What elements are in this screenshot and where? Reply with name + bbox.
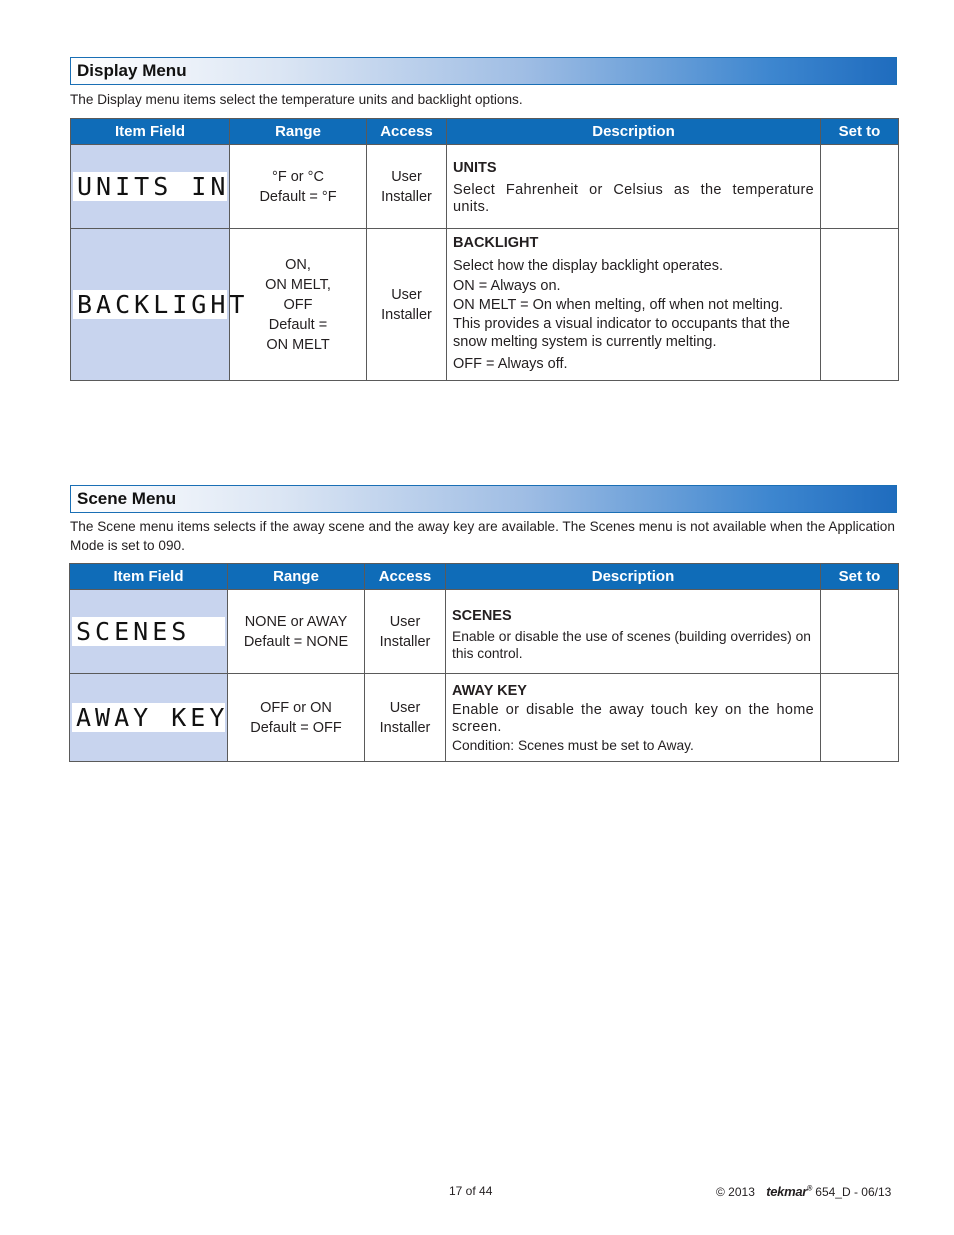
col-header-set-to: Set to [821,564,899,590]
col-header-range: Range [230,119,367,145]
description-text: ON MELT = On when melting, off when not melting. This provides a visual indicator to occupants that the snow melting system is currently melting. [453,297,790,351]
description-title: AWAY KEY [452,682,527,699]
range-line: Default = [268,316,328,333]
range-line: NONE or AWAY [244,613,348,630]
scene-menu-table [69,563,899,762]
range-line: OFF or ON [260,699,332,716]
set-to-cell [821,229,899,381]
access-line: Installer [381,306,432,323]
description-title: SCENES [452,607,512,624]
access-cell [367,229,447,381]
range-cell [230,145,367,229]
access-cell [365,674,446,762]
description-cell [447,229,821,381]
range-line: Default = OFF [250,719,342,736]
description-cell [447,145,821,229]
lcd-display-units-in: UNITS IN [73,172,227,201]
access-cell [365,590,446,674]
table-row [71,145,899,229]
col-header-access: Access [365,564,446,590]
copyright-text: © 2013 [716,1185,755,1199]
description-title: BACKLIGHT [453,235,539,252]
item-field-cell [71,145,230,229]
description-text: Condition: Scenes must be set to Away. [452,737,694,753]
col-header-item-field: Item Field [71,119,230,145]
display-menu-heading: Display Menu [70,57,897,85]
col-header-item-field: Item Field [70,564,228,590]
range-cell [230,229,367,381]
range-line: OFF [283,296,313,313]
item-field-cell [70,674,228,762]
description-text: Enable or disable the away touch key on the home screen. [452,701,814,735]
access-line: User [389,613,421,630]
access-cell [367,145,447,229]
range-line: Default = NONE [243,633,349,650]
access-line: User [391,286,422,303]
col-header-description: Description [446,564,821,590]
lcd-display-away-key: AWAY KEY [72,703,225,732]
access-line: Installer [381,188,432,205]
brand-logo [766,1184,812,1199]
table-row [70,590,899,674]
doc-number: 654_D - 06/13 [815,1185,892,1199]
description-cell [446,674,821,762]
range-line: ON MELT [266,336,330,353]
description-text: OFF = Always off. [453,355,568,372]
description-text: Select Fahrenheit or Celsius as the temperature units. [453,182,814,215]
brand-name: tekmar [766,1184,808,1199]
description-title: UNITS [453,160,497,176]
col-header-description: Description [447,119,821,145]
lcd-display-backlight: BACKLIGHT [73,290,227,319]
access-line: User [389,699,421,716]
range-line: ON, [285,256,311,273]
footer-copyright [716,1184,891,1199]
scene-menu-heading: Scene Menu [70,485,897,513]
range-line: ON MELT, [265,276,331,293]
description-cell [446,590,821,674]
range-line: °F or °C [272,168,324,185]
range-cell [228,590,365,674]
col-header-range: Range [228,564,365,590]
lcd-display-scenes: SCENES [72,617,225,646]
description-text: Select how the display backlight operates. [453,258,724,275]
access-line: User [391,168,422,185]
display-menu-intro: The Display menu items select the temperature units and backlight options. [70,92,523,107]
set-to-cell [821,145,899,229]
brand-mark: ® [807,1185,812,1193]
range-line: Default = °F [259,188,337,205]
access-line: Installer [379,633,431,650]
item-field-cell [71,229,249,381]
set-to-cell [821,590,899,674]
set-to-cell [821,674,899,762]
item-field-cell [70,590,228,674]
col-header-access: Access [367,119,447,145]
description-text: ON = Always on. [453,278,561,295]
table-row [70,674,899,762]
description-text: Enable or disable the use of scenes (building overrides) on this control. [452,628,811,661]
scene-menu-intro: The Scene menu items selects if the away scene and the away key are available. The Scenes menu is not available when the Application Mode is set to 090. [70,519,895,553]
display-menu-table [70,118,899,381]
col-header-set-to: Set to [821,119,899,145]
table-row [71,229,899,381]
page-number: 17 of 44 [449,1184,493,1198]
access-line: Installer [379,719,431,736]
range-cell [228,674,365,762]
